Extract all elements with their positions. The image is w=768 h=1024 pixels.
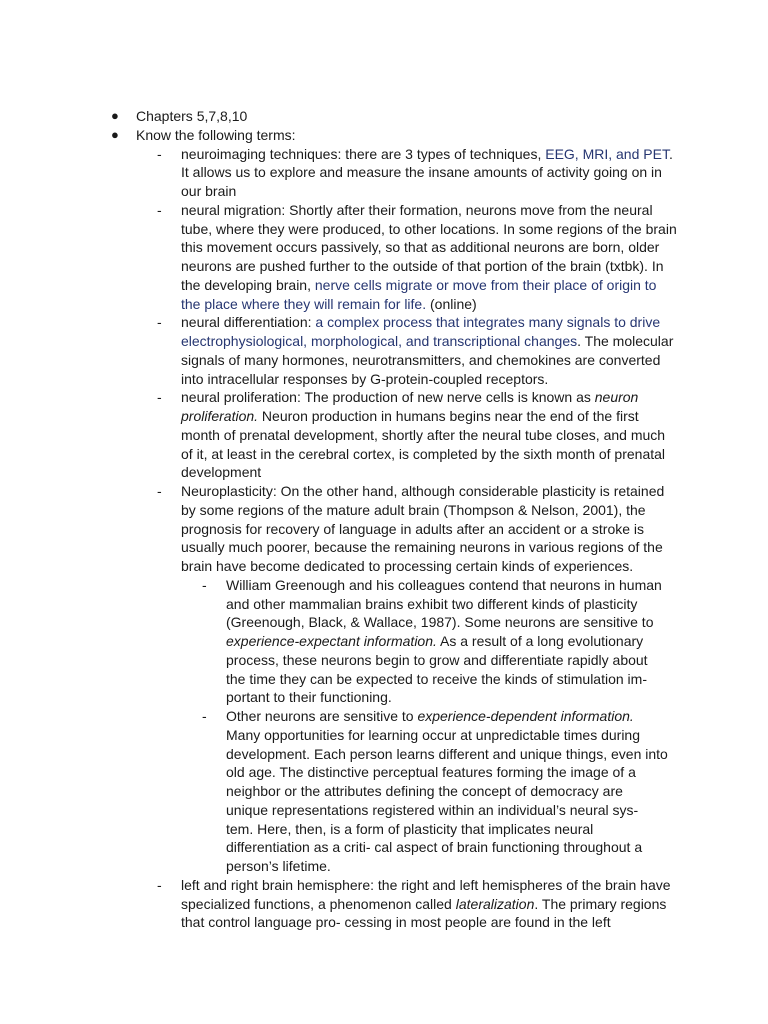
text-segment: neural differentiation: — [181, 314, 316, 331]
dash-marker: - — [157, 483, 162, 499]
dash-marker: - — [157, 389, 162, 406]
text-segment: . The molecular signals of many hormones, neurotransmitters, and chemokines are converted into intracellular responses by G-protein-coupled receptors. — [181, 333, 674, 387]
text-segment: Chapters 5,7,8,10 — [136, 108, 248, 124]
bullet-marker: ● — [111, 108, 119, 123]
italic-text-segment: lateralization — [455, 895, 535, 912]
text-segment: Know the following terms: — [136, 126, 296, 143]
chapters-item — [0, 107, 676, 126]
dash-marker: - — [157, 314, 162, 331]
italic-text-segment: experience-dependent information. — [417, 708, 634, 724]
blue-text-segment: a complex process that integrates many signals to drive electrophysiological, morphological, and transcriptional changes — [181, 314, 661, 349]
italic-text-segment: experience-expectant information. — [226, 633, 437, 649]
text-segment: neuroimaging techniques: there are 3 types of techniques, — [181, 145, 546, 162]
blue-text-segment: nerve cells migrate or move from their place of origin to the place where they will remain for life. — [181, 276, 657, 312]
text-segment: Other neurons are sensitive to — [226, 708, 418, 724]
dash-marker: - — [202, 576, 207, 593]
sub-experience-dependent — [0, 707, 668, 876]
bullet-marker: ● — [111, 126, 119, 142]
dash-marker: - — [157, 876, 162, 893]
sub-experience-expectant — [0, 576, 668, 707]
term-neural-proliferation — [0, 388, 677, 482]
text-segment: left and right brain hemisphere: the right and left hemispheres of the brain have specialized functions, a phenomenon called — [181, 876, 671, 912]
text-segment: Many opportunities for learning occur at unpredictable times during development. Each person learns different and unique things, even into old age. The distinctive perceptual features forming the image of a neighbor or the attributes defining the concept of democracy are unique representations registered within an individual’s neural sys- tem. Here, then, is a form of plasticity that implicates neural differentiation as a criti- cal aspect of brain functioning throughout a person’s lifetime. — [226, 726, 668, 874]
text-segment: Neuron production in humans begins near the end of the first month of prenatal development, shortly after the neural tube closes, and much of it, at least in the cerebral cortex, is completed by the sixth month of prenatal development — [181, 408, 666, 481]
text-segment: (online) — [426, 295, 477, 312]
term-neuroplasticity — [0, 482, 677, 576]
text-segment: . It allows us to explore and measure the insane amounts of activity going on in our brain — [181, 145, 673, 199]
know-terms-item — [0, 126, 676, 145]
text-segment: Neuroplasticity: On the other hand, although considerable plasticity is retained by some regions of the mature adult brain (Thompson & Nelson, 2001), the prognosis for recovery of language in adults after an accident or a stroke is usually much poorer, because the remaining neurons in various regions of the brain have become dedicated to processing certain kinds of experiences. — [181, 483, 665, 574]
text-segment: neural migration: Shortly after their formation, neurons move from the neural tube, where they were produced, to other locations. In some regions of the brain this movement occurs passively, so that as additional neurons are born, older neurons are pushed further to the outside of that portion of the brain (txtbk). In the developing brain, — [181, 201, 677, 293]
term-neural-differentiation — [0, 313, 677, 388]
notes-list — [0, 107, 768, 932]
text-segment: As a result of a long evolutionary process, these neurons begin to grow and differentiate rapidly about the time they can be expected to receive the kinds of stimulation im- portant to their functioning. — [226, 633, 648, 706]
text-segment: neural proliferation: The production of new nerve cells is known as — [181, 389, 595, 406]
text-segment: William Greenough and his colleagues contend that neurons in human and other mammalian brains exhibit two different kinds of plasticity (Greenough, Black, & Wallace, 1987). Some neurons are sensitive to — [226, 576, 662, 631]
term-neuroimaging — [0, 145, 677, 201]
term-brain-hemisphere — [0, 876, 677, 932]
dash-marker: - — [202, 708, 207, 724]
italic-text-segment: neuron proliferation. — [181, 389, 639, 424]
text-segment: . The primary regions that control language pro- cessing in most people are found in the left — [181, 895, 667, 931]
dash-marker: - — [157, 145, 162, 162]
blue-text-segment: EEG, MRI, and PET — [545, 145, 669, 162]
term-neural-migration — [0, 201, 677, 314]
dash-marker: - — [157, 201, 162, 218]
